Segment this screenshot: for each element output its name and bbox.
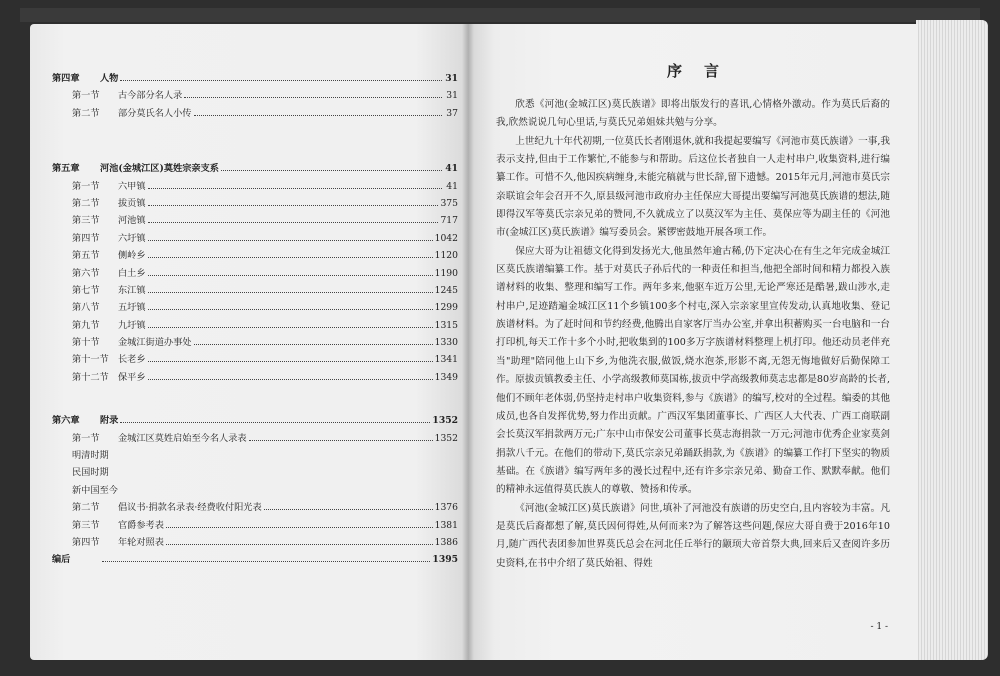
toc-title: 河池镇 (118, 215, 146, 227)
toc-page: 1315 (434, 319, 458, 331)
toc-page: 1376 (434, 502, 458, 514)
toc-page: 1386 (434, 536, 458, 548)
toc-subentry (52, 464, 458, 481)
toc-title: 古今部分名人录 (118, 90, 183, 102)
toc-number: 第十二节 (72, 371, 109, 383)
toc-page: 1395 (432, 554, 458, 566)
toc-leader-dots (148, 292, 433, 293)
toc-title: 侧岭乡 (118, 250, 146, 262)
toc-leader-dots (221, 170, 442, 171)
toc-number: 第二节 (72, 197, 100, 209)
toc-number: 第一节 (72, 180, 100, 192)
toc-number: 第一节 (72, 432, 100, 444)
toc-chapter (52, 160, 458, 177)
book-gutter (462, 24, 474, 660)
toc-title: 拔贡镇 (118, 197, 146, 209)
toc-leader-dots (194, 344, 433, 345)
toc-title: 河池(金城江区)莫姓宗亲支系 (100, 163, 219, 175)
toc-title: 六圩镇 (118, 232, 146, 244)
page-stack-edge (916, 20, 988, 660)
toc-page: 31 (446, 90, 458, 102)
right-page-preface (468, 24, 918, 660)
toc-page: 375 (440, 197, 458, 209)
preface-body (496, 96, 890, 573)
toc-title: 明清时期 (72, 450, 109, 462)
toc-spacer (52, 122, 458, 160)
toc-section (52, 351, 458, 368)
toc-section (52, 317, 458, 334)
toc-number: 第七节 (72, 284, 100, 296)
toc-page: 1349 (434, 371, 458, 383)
toc-leader-dots (166, 527, 433, 528)
toc-leader-dots (148, 379, 433, 380)
table-of-contents (52, 70, 458, 569)
toc-title: 金城江街道办事处 (118, 337, 192, 349)
toc-title: 民国时期 (72, 467, 109, 479)
toc-leader-dots (148, 257, 433, 258)
toc-number: 编后 (52, 554, 71, 566)
toc-page: 1299 (434, 302, 458, 314)
toc-title: 附录 (100, 415, 119, 427)
toc-leader-dots (148, 188, 442, 189)
toc-page: 31 (445, 73, 458, 84)
toc-page: 1042 (434, 232, 458, 244)
toc-number: 第六节 (72, 267, 100, 279)
toc-number: 第十一节 (72, 354, 109, 366)
toc-title: 金城江区莫姓启始至今名人录表 (118, 432, 247, 444)
toc-leader-dots (148, 222, 439, 223)
toc-leader-dots (194, 115, 443, 116)
toc-number: 第八节 (72, 302, 100, 314)
toc-page: 41 (446, 180, 458, 192)
toc-section (52, 299, 458, 316)
toc-page: 1120 (434, 250, 458, 262)
toc-number: 第九节 (72, 319, 100, 331)
toc-title: 白土乡 (118, 267, 146, 279)
toc-number: 第一节 (72, 90, 100, 102)
toc-number: 第四节 (72, 232, 100, 244)
toc-section (52, 369, 458, 386)
book-cover-edge (20, 8, 980, 22)
toc-page: 1352 (432, 415, 458, 427)
toc-page: 1352 (434, 432, 458, 444)
toc-leader-dots (184, 97, 442, 98)
toc-leader-dots (148, 275, 433, 276)
toc-page: 1330 (434, 337, 458, 349)
toc-section (52, 178, 458, 195)
toc-title: 东江镇 (118, 284, 146, 296)
toc-page: 1190 (434, 267, 458, 279)
toc-number: 第三节 (72, 519, 100, 531)
toc-spacer (52, 386, 458, 412)
toc-number: 第四节 (72, 536, 100, 548)
toc-number: 第六章 (52, 415, 80, 427)
toc-leader-dots (148, 327, 433, 328)
toc-title: 保平乡 (118, 371, 146, 383)
toc-title: 倡议书·捐款名录表·经费收付阳光表 (118, 502, 262, 514)
toc-leader-dots (264, 509, 433, 510)
toc-number: 第三节 (72, 215, 100, 227)
toc-leader-dots (120, 80, 442, 81)
page-number: - 1 - (870, 622, 888, 632)
toc-subentry (52, 447, 458, 464)
toc-postscript (52, 551, 458, 568)
toc-number: 第十节 (72, 337, 100, 349)
toc-leader-dots (148, 361, 433, 362)
toc-section (52, 230, 458, 247)
toc-section (52, 499, 458, 516)
toc-title: 九圩镇 (118, 319, 146, 331)
preface-paragraph: 上世纪九十年代初期,一位莫氏长者刚退休,就和我提起要编写《河池市莫氏族谱》一事,我表示支持,但由于工作繁忙,不能参与和帮助。后这位长者独自一人走村串户,收集资料,进行编纂工作。可惜不久,他因疾病缠身,未能完稿就与世长辞,留下遗憾。2015年元月,河池市莫氏宗亲联谊会年会召开不久,原县级河池市政府办主任保应大哥提出要编写河池莫氏族谱的想法,随即得汉军等莫氏宗亲兄弟的赞同,不久就成立了以莫汉军为主任、莫保应等为副主任的《河池市(金城江区)莫氏族谱》编写委员会。紧锣密鼓地开展各项工作。 (496, 135, 890, 239)
left-page-contents (30, 24, 468, 660)
toc-section (52, 212, 458, 229)
toc-number: 第二节 (72, 107, 100, 119)
toc-section (52, 265, 458, 282)
toc-section (52, 282, 458, 299)
toc-section (52, 105, 458, 122)
toc-page: 41 (445, 163, 458, 175)
toc-leader-dots (148, 309, 433, 310)
preface-paragraph: 保应大哥为让祖德文化得到发扬光大,他虽然年逾古稀,仍下定决心在有生之年完成金城江区莫氏族谱编纂工作。基于对莫氏子孙后代的一种责任和担当,他把全部时间和精力都投入族谱材料的收集、整理和编写工作。两年多来,他驱车近万公里,无论严寒还是酷暑,跋山涉水,走村串户,足迹踏遍金城江区11个乡镇100多个村屯,深入宗亲家里宣传发动,认真地收集、登记族谱材料。为了赶时间和节约经费,他腾出自家客厅当办公室,并拿出积蓄购买一台电脑和一台打印机,每天工作十多个小时,把收集到的100多万字族谱材料整理上机打印。他还动员老伴充当"助理"陪同他上山下乡,为他洗衣服,做饭,烧水泡茶,形影不离,无怨无悔地做好后勤保障工作。原拔贡镇教委主任、小学高级教师莫国栋,拔贡中学高级教师莫志忠都是80岁高龄的长者,他们不顾年老体弱,仍坚持走村串户收集资料,参与《族谱》的编写,校对的全过程。编委的其他成员,也各自发挥优势,努力作出贡献。广西汉军集团董事长、广西区人大代表、广西工商联副会长莫汉军捐款两万元;广东中山市保安公司董事长莫志海捐款一万元;河池市优秀企业家莫剑捐款八千元。在他们的带动下,莫氏宗亲兄弟踊跃捐款,为《族谱》的编纂工作打下坚实的物质基础。在《族谱》编写两年多的漫长过程中,还有许多宗亲兄弟、勤奋工作、默默奉献。他们的精神永远值得莫氏族人的尊敬、赞扬和传承。 (496, 245, 890, 496)
toc-leader-dots (148, 240, 433, 241)
toc-chapter (52, 70, 458, 87)
toc-section (52, 534, 458, 551)
toc-page: 717 (440, 215, 458, 227)
toc-title: 长老乡 (118, 354, 146, 366)
toc-page: 1245 (434, 284, 458, 296)
toc-title: 官爵参考表 (118, 519, 164, 531)
toc-section (52, 195, 458, 212)
toc-number: 第五章 (52, 163, 80, 175)
toc-section (52, 517, 458, 534)
toc-section (52, 87, 458, 104)
toc-leader-dots (249, 440, 433, 441)
toc-section (52, 430, 458, 447)
toc-title: 五圩镇 (118, 302, 146, 314)
toc-title: 新中国至今 (72, 484, 118, 496)
toc-title: 年轮对照表 (118, 536, 164, 548)
toc-title: 部分莫氏名人小传 (118, 107, 192, 119)
toc-leader-dots (102, 561, 430, 562)
toc-page: 1381 (434, 519, 458, 531)
toc-page: 37 (446, 107, 458, 119)
toc-chapter (52, 412, 458, 429)
toc-leader-dots (166, 544, 433, 545)
preface-paragraph: 《河池(金城江区)莫氏族谱》问世,填补了河池没有族谱的历史空白,且内容较为丰富。凡是莫氏后裔都想了解,莫氏因何得姓,从何而来?为了解答这些问题,保应大哥自费于2016年10月,随广西代表团参加世界莫氏总会在河北任丘举行的颛顼大帝首祭大典,回来后又查阅许多历史资料,在书中介绍了莫氏始祖、得姓 (496, 502, 890, 569)
toc-number: 第二节 (72, 502, 100, 514)
toc-subentry (52, 482, 458, 499)
toc-number: 第五节 (72, 250, 100, 262)
toc-leader-dots (120, 422, 430, 423)
toc-page: 1341 (434, 354, 458, 366)
toc-leader-dots (148, 205, 439, 206)
preface-title: 序言 (666, 62, 741, 80)
preface-paragraph: 欣悉《河池(金城江区)莫氏族谱》即将出版发行的喜讯,心情格外激动。作为莫氏后裔的我,欣然说说几句心里话,与莫氏兄弟姐妹共勉与分享。 (496, 99, 890, 129)
toc-section (52, 334, 458, 351)
toc-section (52, 247, 458, 264)
toc-title: 人物 (100, 73, 119, 84)
toc-title: 六甲镇 (118, 180, 146, 192)
toc-number: 第四章 (52, 73, 80, 84)
